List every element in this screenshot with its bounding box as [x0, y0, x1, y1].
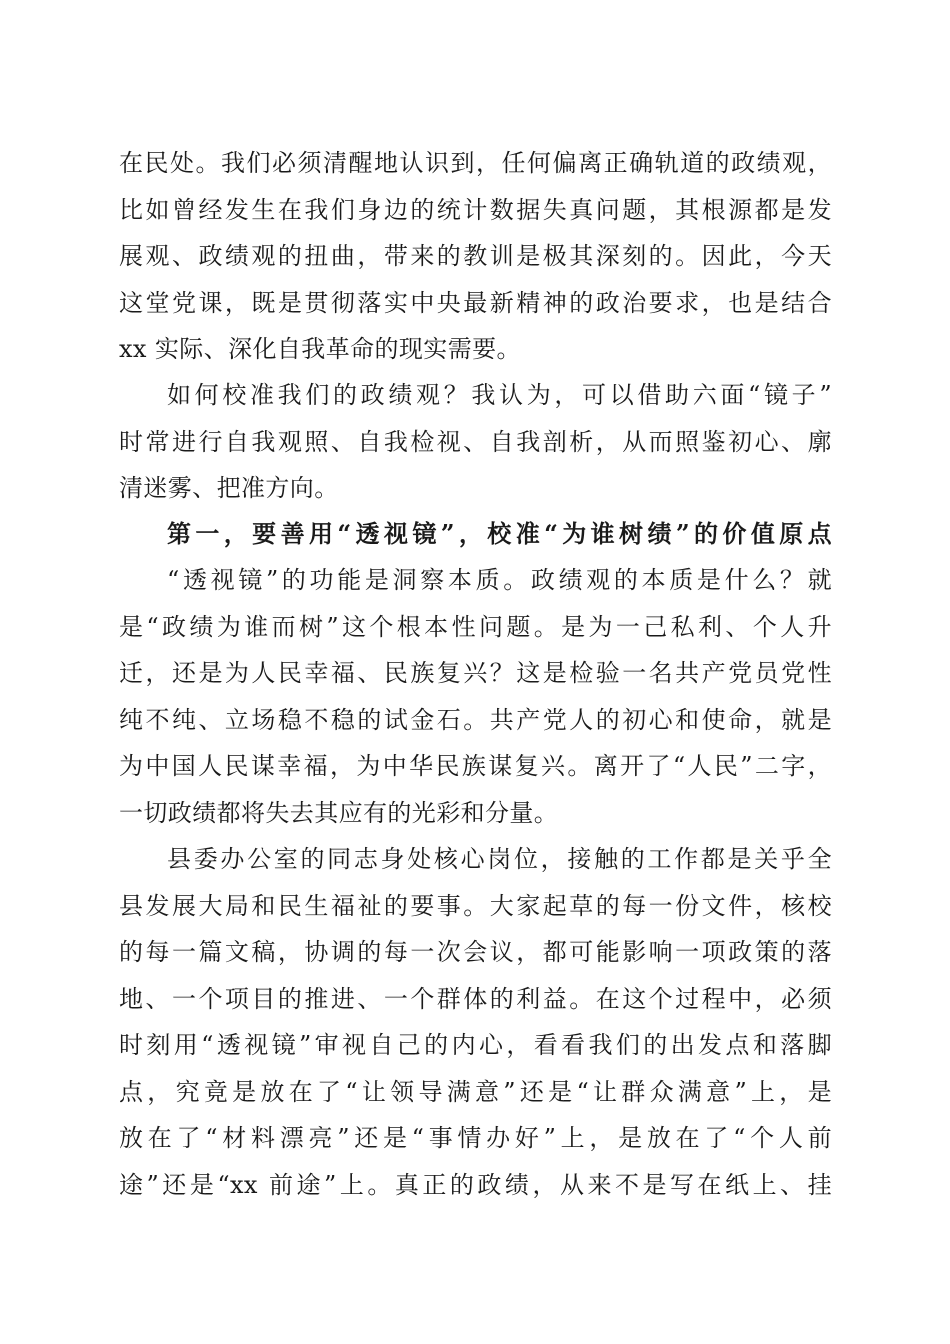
paragraph-line: 的每一篇文稿，协调的每一次会议，都可能影响一项政策的落 — [119, 938, 832, 966]
paragraph-line: 县发展大局和民生福祉的要事。大家起草的每一份文件，核校 — [119, 891, 832, 920]
paragraph-3 — [119, 557, 832, 836]
paragraph-line: 纯不纯、立场稳不稳的试金石。共产党人的初心和使命，就是 — [119, 705, 832, 734]
paragraph-line: 时刻用“透视镜”审视自己的内心，看看我们的出发点和落脚 — [119, 1031, 832, 1059]
paragraph-line: 展观、政绩观的扭曲，带来的教训是极其深刻的。因此，今天 — [119, 242, 832, 270]
paragraph-line: 在民处。我们必须清醒地认识到，任何偏离正确轨道的政绩观， — [119, 149, 832, 177]
section-heading-line: 第一，要善用“透视镜”，校准“为谁树绩”的价值原点 — [167, 519, 832, 548]
paragraph-line: 这堂党课，既是贯彻落实中央最新精神的政治要求，也是结合 — [119, 288, 832, 317]
paragraph-line: 点，究竟是放在了“让领导满意”还是“让群众满意”上，是 — [119, 1077, 832, 1106]
paragraph-line: 县委办公室的同志身处核心岗位，接触的工作都是关乎全 — [167, 845, 832, 873]
paragraph-line: 为中国人民谋幸福，为中华民族谋复兴。离开了“人民”二字， — [119, 752, 832, 780]
paragraph-line: 如何校准我们的政绩观？我认为，可以借助六面“镜子” — [167, 381, 832, 409]
paragraph-line: “透视镜”的功能是洞察本质。政绩观的本质是什么？就 — [167, 566, 832, 594]
paragraph-1 — [119, 140, 832, 373]
paragraph-line: xx 实际、深化自我革命的现实需要。 — [119, 335, 521, 363]
section-heading — [119, 511, 832, 558]
paragraph-line: 一切政绩都将失去其应有的光彩和分量。 — [119, 798, 559, 827]
paragraph-4 — [119, 836, 832, 1208]
paragraph-line: 地、一个项目的推进、一个群体的利益。在这个过程中，必须 — [119, 984, 832, 1013]
paragraph-line: 比如曾经发生在我们身边的统计数据失真问题，其根源都是发 — [119, 195, 832, 224]
paragraph-2 — [119, 372, 832, 512]
paragraph-line: 迁，还是为人民幸福、民族复兴？这是检验一名共产党员党性 — [119, 659, 832, 687]
paragraph-line: 清迷雾、把准方向。 — [119, 474, 339, 502]
paragraph-line: 时常进行自我观照、自我检视、自我剖析，从而照鉴初心、廓 — [119, 427, 832, 456]
paragraph-line: 途”还是“xx 前途”上。真正的政绩，从来不是写在纸上、挂 — [119, 1170, 832, 1199]
paragraph-line: 是“政绩为谁而树”这个根本性问题。是为一己私利、个人升 — [119, 612, 832, 641]
paragraph-line: 放在了“材料漂亮”还是“事情办好”上，是放在了“个人前 — [119, 1124, 832, 1152]
